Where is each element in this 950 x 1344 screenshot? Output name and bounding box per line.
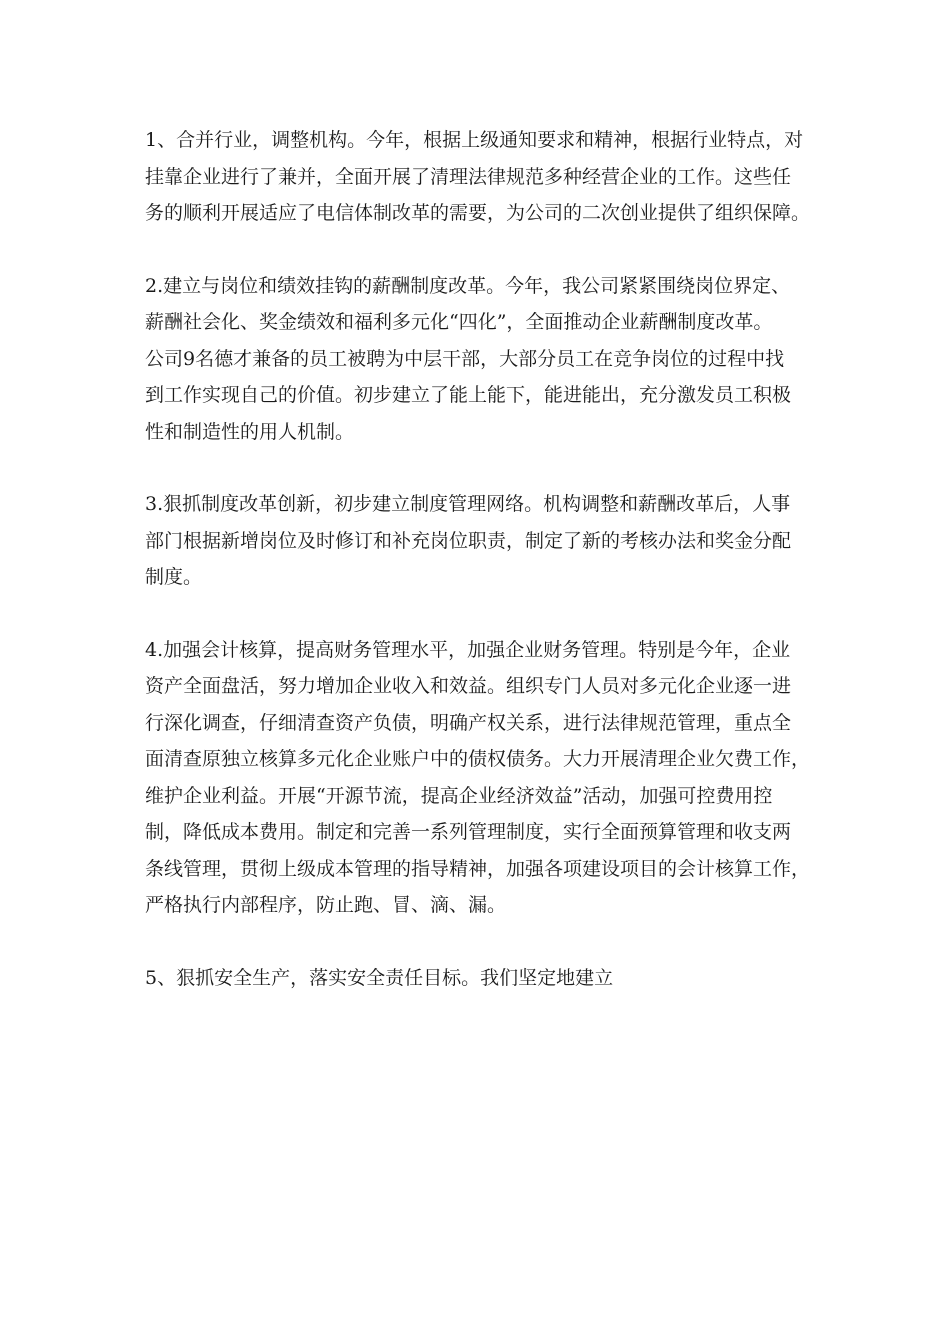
text-line: 3.狠抓制度改革创新，初步建立制度管理网络。机构调整和薪酬改革后，人事 bbox=[145, 493, 791, 515]
document-body bbox=[145, 122, 810, 1032]
text-line: 面清查原独立核算多元化企业账户中的债权债务。大力开展清理企业欠费工作， bbox=[145, 748, 811, 770]
text-line: 部门根据新增岗位及时修订和补充岗位职责，制定了新的考核办法和奖金分配 bbox=[145, 529, 792, 552]
text-line: 制度。 bbox=[145, 566, 203, 588]
text-line: 严格执行内部程序，防止跑、冒、滴、漏。 bbox=[145, 894, 507, 916]
text-line: 薪酬社会化、奖金绩效和福利多元化“四化”，全面推动企业薪酬制度改革。 bbox=[145, 311, 773, 333]
paragraph-2 bbox=[145, 268, 810, 451]
paragraph-5 bbox=[145, 960, 810, 997]
text-line: 4.加强会计核算，提高财务管理水平，加强企业财务管理。特别是今年，企业 bbox=[145, 638, 791, 661]
text-line: 挂靠企业进行了兼并，全面开展了清理法律规范多种经营企业的工作。这些任 bbox=[145, 165, 792, 188]
text-line: 务的顺利开展适应了电信体制改革的需要，为公司的二次创业提供了组织保障。 bbox=[145, 202, 811, 224]
text-line: 制，降低成本费用。制定和完善一系列管理制度，实行全面预算管理和收支两 bbox=[145, 821, 792, 843]
paragraph-3 bbox=[145, 486, 810, 596]
text-line: 2.建立与岗位和绩效挂钩的薪酬制度改革。今年，我公司紧紧围绕岗位界定、 bbox=[145, 274, 791, 297]
paragraph-1 bbox=[145, 122, 810, 232]
text-line: 资产全面盘活，努力增加企业收入和效益。组织专门人员对多元化企业逐一进 bbox=[145, 675, 792, 697]
text-line: 公司9名德才兼备的员工被聘为中层干部，大部分员工在竞争岗位的过程中找 bbox=[145, 347, 785, 370]
paragraph-4 bbox=[145, 632, 810, 924]
text-line: 1、合并行业，调整机构。今年，根据上级通知要求和精神，根据行业特点，对 bbox=[145, 129, 804, 151]
text-line: 性和制造性的用人机制。 bbox=[145, 420, 355, 443]
text-line: 5、狠抓安全生产，落实安全责任目标。我们坚定地建立 bbox=[145, 966, 614, 989]
text-line: 到工作实现自己的价值。初步建立了能上能下，能进能出，充分激发员工积极 bbox=[145, 384, 792, 406]
text-line: 条线管理，贯彻上级成本管理的指导精神，加强各项建设项目的会计核算工作， bbox=[145, 857, 811, 880]
text-line: 维护企业利益。开展“开源节流，提高企业经济效益”活动，加强可控费用控 bbox=[145, 784, 773, 807]
text-line: 行深化调查，仔细清查资产负债，明确产权关系，进行法律规范管理，重点全 bbox=[145, 711, 792, 734]
